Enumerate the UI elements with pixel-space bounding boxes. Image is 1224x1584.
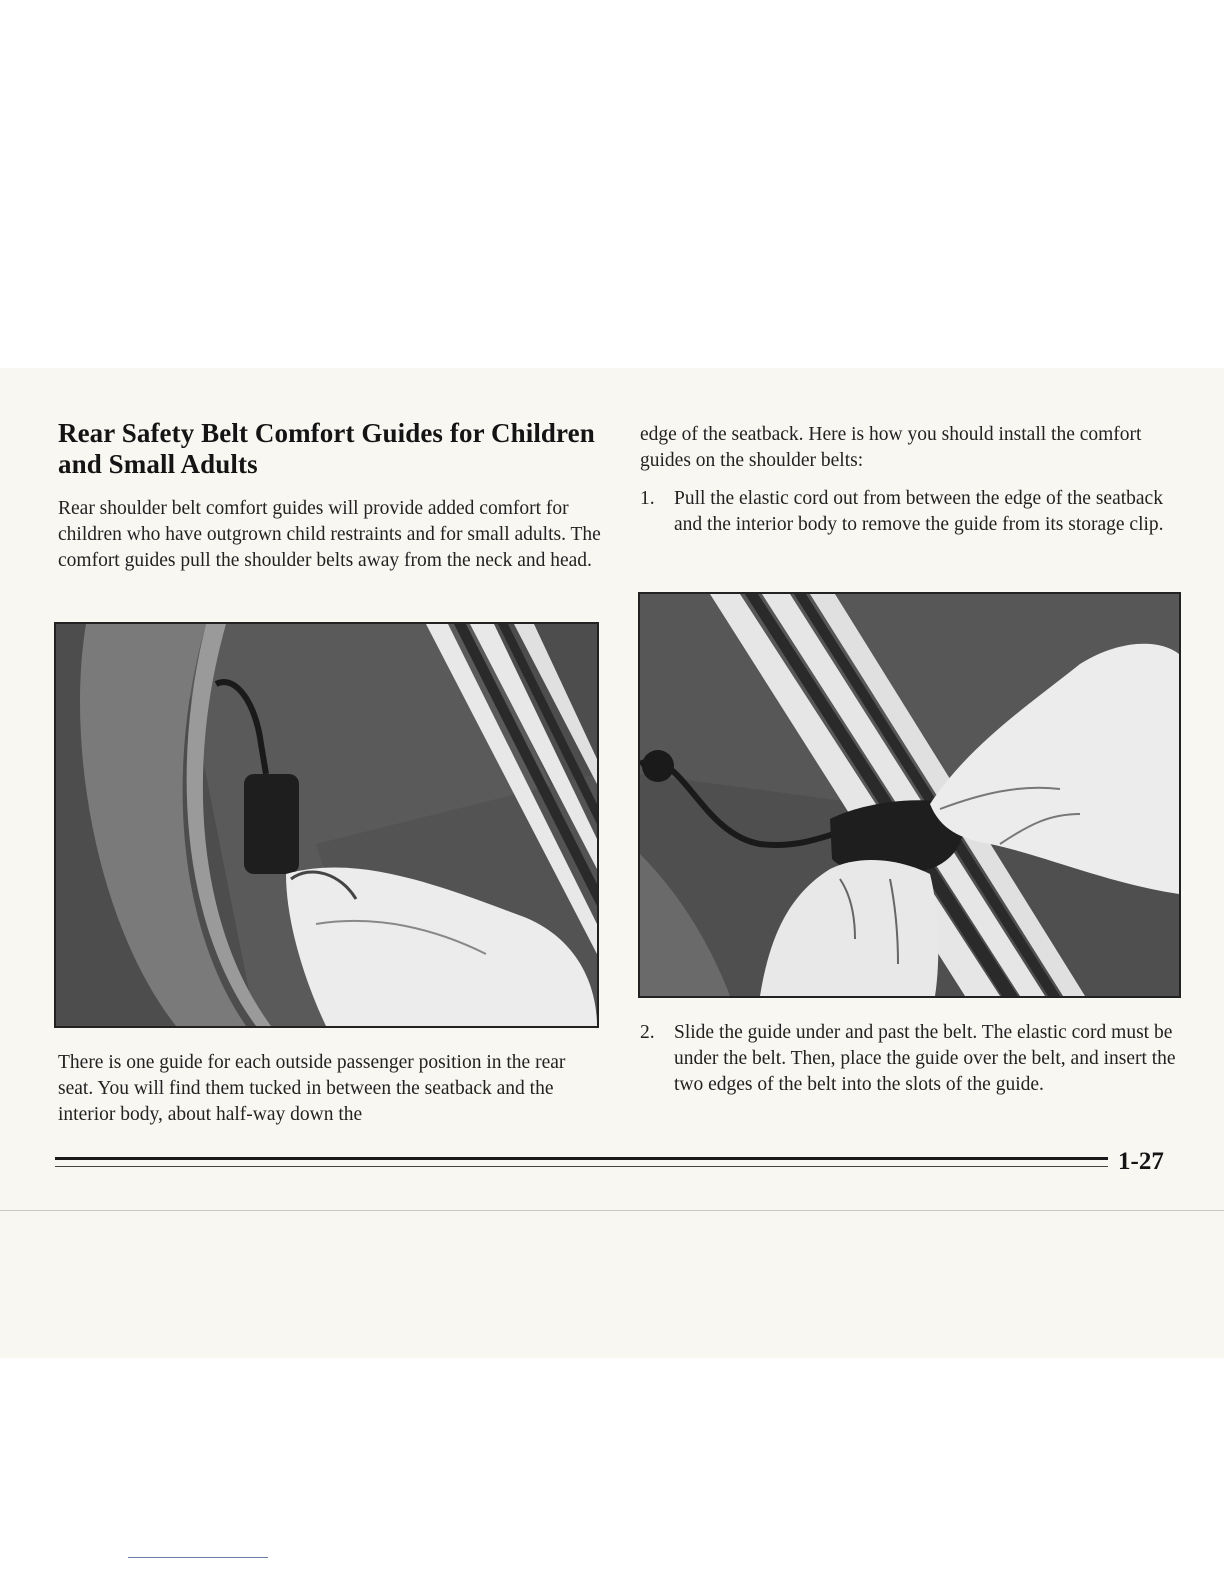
left-bottom-text: [58, 1050, 603, 1128]
step-item: [640, 1020, 1180, 1098]
step-text: Pull the elastic cord out from between the edge of the seatback and the interior body to remove the guide from its storage clip.: [674, 488, 1164, 535]
step-number: 2.: [640, 1022, 655, 1043]
footer-rule-thick: [55, 1157, 1108, 1160]
left-column: [58, 418, 603, 574]
footer-rule-thin: [55, 1166, 1108, 1167]
bottom-divider: [0, 1210, 1224, 1211]
continuation-paragraph: edge of the seatback. Here is how you should install the comfort guides on the shoulder belts:: [640, 424, 1142, 471]
step-2-block: [640, 1020, 1180, 1098]
illustration-guide-storage-art: [56, 624, 597, 1026]
right-column: [640, 422, 1185, 474]
illustration-guide-storage: [54, 622, 599, 1028]
step-number: 1.: [640, 488, 655, 509]
location-paragraph: There is one guide for each outside passenger position in the rear seat. You will find them tucked in between the seatback and the interior body, about half-way down the: [58, 1052, 566, 1125]
steps-list-2: [640, 1020, 1180, 1098]
page-number: 1-27: [1118, 1148, 1164, 1175]
step-item: [640, 486, 1180, 538]
illustration-guide-install: [638, 592, 1181, 998]
footer-mark: [128, 1557, 268, 1558]
steps-list-1: [640, 486, 1180, 538]
section-heading: Rear Safety Belt Comfort Guides for Children and Small Adults: [58, 418, 595, 479]
intro-paragraph: Rear shoulder belt comfort guides will provide added comfort for children who have outgrown child restraints and for small adults. The comfort guides pull the shoulder belts away from the neck and head.: [58, 498, 601, 571]
step-text: Slide the guide under and past the belt. The elastic cord must be under the belt. Then, place the guide over the belt, and insert the two edges of the belt into the slots of the guide.: [674, 1022, 1176, 1095]
step-1-block: [640, 486, 1180, 538]
illustration-guide-install-art: [640, 594, 1179, 996]
